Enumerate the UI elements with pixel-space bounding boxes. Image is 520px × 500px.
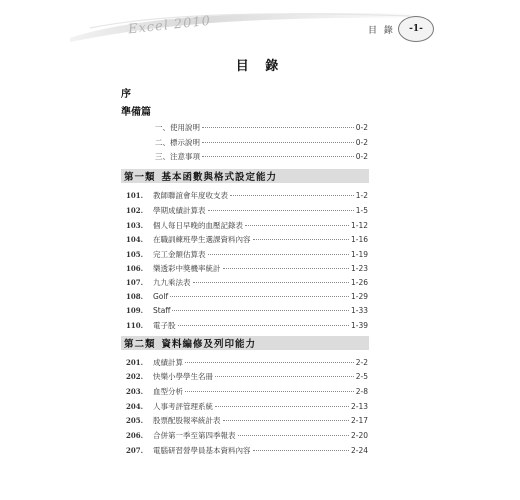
dot-leader xyxy=(170,296,349,297)
toc-entry-page: 1-23 xyxy=(350,264,368,273)
toc-entry[interactable] xyxy=(126,190,368,202)
chapter-title: 資料編修及列印能力 xyxy=(161,339,257,350)
toc-entry-page: 1-5 xyxy=(355,206,368,215)
dot-leader xyxy=(215,406,349,407)
toc-entry-title: 成績計算 xyxy=(153,358,183,367)
toc-entry[interactable] xyxy=(126,249,368,261)
toc-entry[interactable] xyxy=(126,320,368,332)
toc-entry-title: 電腦研習營學員基本資料內容 xyxy=(153,446,251,455)
toc-entry-number: 203. xyxy=(126,387,144,396)
toc-entry[interactable] xyxy=(126,357,368,369)
toc-entry-page: 2-20 xyxy=(350,431,368,440)
toc-entry-page: 0-2 xyxy=(355,152,368,161)
dot-leader xyxy=(253,450,349,451)
toc-entry[interactable] xyxy=(126,386,368,398)
toc-entry-page: 1-2 xyxy=(355,191,368,200)
toc-entry-title: Golf xyxy=(153,292,169,301)
toc-entry-number: 205. xyxy=(126,416,144,425)
dot-leader xyxy=(223,268,349,269)
toc-entry[interactable] xyxy=(126,292,368,304)
toc-entry[interactable] xyxy=(155,122,368,134)
chapter-label: 第一類 xyxy=(124,172,156,183)
toc-entry-title: 快樂小學學生名冊 xyxy=(153,372,213,381)
toc-entry-page: 0-2 xyxy=(355,138,368,147)
page-title: 目 錄 xyxy=(235,59,285,74)
toc-entry-number: 110. xyxy=(126,321,144,330)
toc-entry[interactable] xyxy=(126,430,368,442)
preface-heading: 序 xyxy=(121,89,131,100)
dot-leader xyxy=(185,362,354,363)
toc-entry[interactable] xyxy=(155,137,368,149)
page-number: -1- xyxy=(409,24,423,34)
toc-entry-number: 102. xyxy=(126,206,144,215)
toc-entry[interactable] xyxy=(126,205,368,217)
toc-entry-title: 二、標示說明 xyxy=(155,138,200,147)
toc-entry[interactable] xyxy=(126,401,368,413)
toc-entry[interactable] xyxy=(126,371,368,383)
toc-entry-number: 204. xyxy=(126,402,144,411)
toc-entry-number: 109. xyxy=(126,306,144,315)
toc-entry[interactable] xyxy=(126,263,368,275)
toc-entry-number: 104. xyxy=(126,235,144,244)
toc-entry[interactable] xyxy=(126,306,368,318)
toc-entry[interactable] xyxy=(126,220,368,232)
chapter-title: 基本函數與格式設定能力 xyxy=(161,172,278,183)
dot-leader xyxy=(215,376,354,377)
toc-entry-page: 0-2 xyxy=(355,123,368,132)
toc-entry-number: 103. xyxy=(126,221,144,230)
toc-entry-page: 1-33 xyxy=(350,306,368,315)
toc-entry-page: 1-12 xyxy=(350,221,368,230)
toc-entry-page: 1-29 xyxy=(350,292,368,301)
toc-entry-title: 樂透彩中獎機率統計 xyxy=(153,264,221,273)
toc-entry-page: 2-17 xyxy=(350,416,368,425)
toc-entry-title: Staff xyxy=(153,306,171,315)
toc-entry-title: 血型分析 xyxy=(153,387,183,396)
toc-entry-page: 2-24 xyxy=(350,446,368,455)
toc-entry-title: 九九乘法表 xyxy=(153,278,191,287)
toc-entry-page: 1-26 xyxy=(350,278,368,287)
toc-entry-title: 股票配股報率統計表 xyxy=(153,416,221,425)
toc-entry[interactable] xyxy=(126,234,368,246)
dot-leader xyxy=(193,282,349,283)
dot-leader xyxy=(238,435,349,436)
dot-leader xyxy=(253,239,349,240)
chapter-heading xyxy=(121,169,369,183)
dot-leader xyxy=(245,225,349,226)
toc-entry-title: 三、注意事項 xyxy=(155,152,200,161)
toc-entry[interactable] xyxy=(126,445,368,457)
dot-leader xyxy=(202,127,354,128)
toc-entry-title: 個人每日早晚的血壓記錄表 xyxy=(153,221,243,230)
toc-entry-title: 電子股 xyxy=(153,321,176,330)
toc-entry-title: 合併第一季至第四季報表 xyxy=(153,431,236,440)
toc-entry-page: 2-2 xyxy=(355,358,368,367)
toc-entry-title: 完工金額估算表 xyxy=(153,250,206,259)
toc-entry-page: 2-8 xyxy=(355,387,368,396)
dot-leader xyxy=(172,310,349,311)
header-section-label: 目 錄 xyxy=(368,26,395,36)
toc-entry-title: 學期成績計算表 xyxy=(153,206,206,215)
toc-entry-page: 1-19 xyxy=(350,250,368,259)
toc-entry[interactable] xyxy=(126,415,368,427)
prep-heading: 準備篇 xyxy=(121,107,151,118)
toc-entry-page: 2-5 xyxy=(355,372,368,381)
dot-leader xyxy=(223,420,349,421)
toc-entry-title: 教師聯誼會年度收支表 xyxy=(153,191,228,200)
dot-leader xyxy=(185,391,354,392)
toc-entry-title: 人事考評管理系統 xyxy=(153,402,213,411)
toc-entry-title: 在職訓練班學生選課資料內容 xyxy=(153,235,251,244)
toc-entry-number: 207. xyxy=(126,446,144,455)
dot-leader xyxy=(230,195,354,196)
toc-entry-title: 一、使用說明 xyxy=(155,123,200,132)
toc-entry-number: 206. xyxy=(126,431,144,440)
toc-entry-number: 101. xyxy=(126,191,144,200)
toc-entry-number: 202. xyxy=(126,372,144,381)
chapter-heading xyxy=(121,336,369,350)
dot-leader xyxy=(202,156,354,157)
dot-leader xyxy=(208,210,354,211)
toc-entry[interactable] xyxy=(126,277,368,289)
chapter-label: 第二類 xyxy=(124,339,156,350)
toc-entry-page: 2-13 xyxy=(350,402,368,411)
dot-leader xyxy=(208,254,349,255)
dot-leader xyxy=(202,142,354,143)
toc-entry-page: 1-39 xyxy=(350,321,368,330)
toc-entry-page: 1-16 xyxy=(350,235,368,244)
page-number-badge xyxy=(398,16,434,42)
toc-entry-number: 107. xyxy=(126,278,144,287)
toc-entry-number: 108. xyxy=(126,292,144,301)
toc-entry-number: 201. xyxy=(126,358,144,367)
toc-entry[interactable] xyxy=(155,151,368,163)
toc-entry-number: 106. xyxy=(126,264,144,273)
header-brand: Excel 2010 xyxy=(127,13,212,38)
toc-entry-number: 105. xyxy=(126,250,144,259)
dot-leader xyxy=(178,325,349,326)
